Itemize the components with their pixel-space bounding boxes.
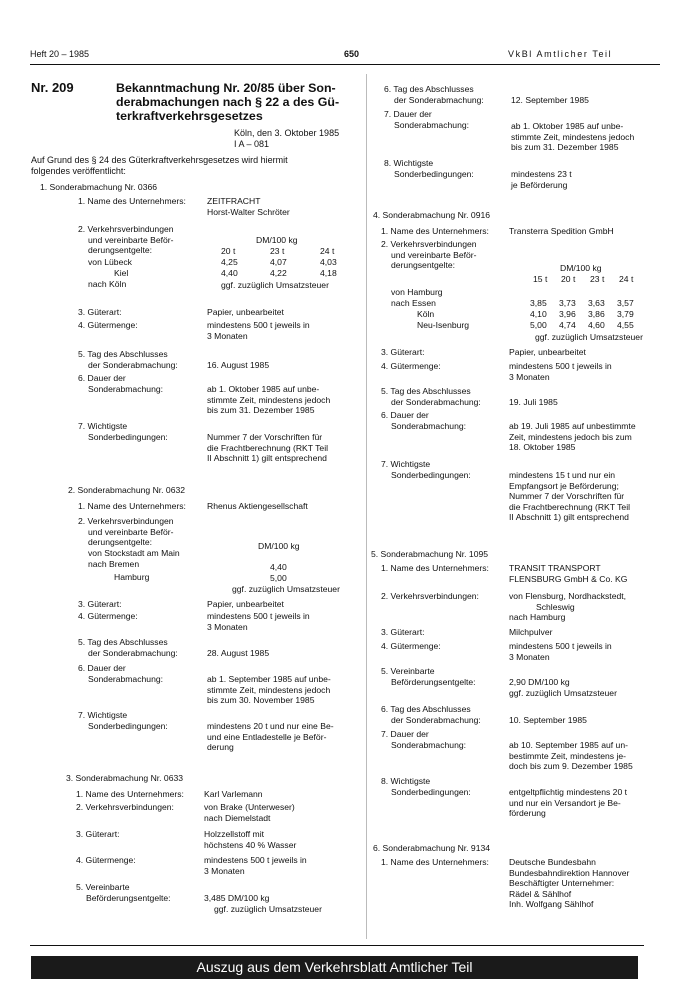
s4-label-4: 4. Gütermenge:	[381, 361, 441, 371]
s2-unit: DM/100 kg	[258, 541, 300, 551]
s1-label-6: 6. Dauer der Sonderabmachung:	[78, 373, 164, 394]
s4-tax: ggf. zuzüglich Umsatzsteuer	[535, 332, 643, 342]
s1-label-5: 5. Tag des Abschlusses der Sonderabmachung:	[78, 349, 178, 370]
s5-value-8: entgeltpflichtig mindestens 20 t und nur ein Versandort je Be- förderung	[509, 787, 627, 819]
s1-row-3-label: nach Köln	[88, 279, 127, 289]
s2-value-4: mindestens 500 t jeweils in 3 Monaten	[207, 611, 310, 632]
s4-value-6: ab 19. Juli 1985 auf unbestimmte Zeit, mindestens jedoch bis zum 18. Oktober 1985	[509, 421, 636, 453]
s2-label-5: 5. Tag des Abschlusses der Sonderabmachung:	[78, 637, 178, 658]
s1-label-3: 3. Güterart:	[78, 307, 122, 317]
s4-cell: 3,79	[617, 309, 634, 319]
section-5-heading: 5. Sonderabmachung Nr. 1095	[371, 549, 489, 559]
s3-value-3: Holzzellstoff mit höchstens 40 % Wasser	[204, 829, 297, 850]
section-2-heading: 2. Sonderabmachung Nr. 0632	[68, 485, 186, 495]
section-6-heading: 6. Sonderabmachung Nr. 9134	[373, 843, 491, 853]
s1-row-2-label: Kiel	[114, 268, 129, 278]
s5-value-1: TRANSIT TRANSPORT FLENSBURG GmbH & Co. KG	[509, 563, 628, 584]
s2-tax: ggf. zuzüglich Umsatzsteuer	[232, 584, 340, 594]
s1-cell: 4,40	[221, 268, 238, 278]
s3-label-5: 5. Vereinbarte Beförderungsentgelte:	[76, 882, 171, 903]
s5-value-7: ab 10. September 1985 auf un- bestimmte Zeit, mindestens je- doch bis zum 9. Dezember 1985	[509, 740, 633, 772]
s2-value-5: 28. August 1985	[207, 648, 270, 658]
s4-col-3: 23 t	[590, 274, 605, 284]
s1-cell: 4,03	[320, 257, 337, 267]
s4-label-1: 1. Name des Unternehmers:	[381, 226, 489, 236]
s3-value-8: mindestens 23 t je Beförderung	[511, 169, 572, 190]
s4-label-7: 7. Wichtigste Sonderbedingungen:	[381, 459, 471, 480]
s4-row-3-label: Neu-Isenburg	[417, 320, 470, 330]
s1-cell: 4,07	[270, 257, 287, 267]
s2-label-4: 4. Gütermenge:	[78, 611, 138, 621]
s1-value-3: Papier, unbearbeitet	[207, 307, 284, 317]
s2-label-6: 6. Dauer der Sonderabmachung:	[78, 663, 164, 684]
s4-label-6: 6. Dauer der Sonderabmachung:	[381, 410, 467, 431]
notice-title: Bekanntmachung Nr. 20/85 über Son- derabmachungen nach § 22 a des Gü- terkraftverkehrsgesetzes	[116, 81, 340, 123]
s5-label-2: 2. Verkehrsverbindungen:	[381, 591, 479, 601]
s6-value-1: Deutsche Bundesbahn Bundesbahndirektion Hannover Beschäftigter Unternehmer: Rädel & Sählhof Inh. Wolfgang Sählhof	[509, 857, 630, 910]
s1-col-3: 24 t	[320, 246, 335, 256]
s4-value-7: mindestens 15 t und nur ein Empfangsort je Beförderung; Nummer 7 der Vorschriften für die Frachtberechnung (RKT Teil II Abschnitt 1) gilt entsprechend	[509, 470, 631, 523]
s4-row-1-label: nach Essen	[391, 298, 436, 308]
s1-cell: 4,18	[320, 268, 337, 278]
place-date: Köln, den 3. Oktober 1985	[234, 128, 340, 138]
s3-label-6: 6. Tag des Abschlusses der Sonderabmachung:	[384, 84, 484, 105]
s4-col-4: 24 t	[619, 274, 634, 284]
s5-label-8: 8. Wichtigste Sonderbedingungen:	[381, 776, 471, 797]
s2-label-1: 1. Name des Unternehmers:	[78, 501, 186, 511]
s4-cell: 3,63	[588, 298, 605, 308]
header-issue: Heft 20 – 1985	[30, 49, 90, 59]
s2-value-7: mindestens 20 t und nur eine Be- und eine Entladestelle je Beför- derung	[207, 721, 334, 753]
section-1-heading: 1. Sonderabmachung Nr. 0366	[40, 182, 158, 192]
s1-cell: 4,22	[270, 268, 287, 278]
s2-price-1: 4,40	[270, 562, 287, 572]
s1-col-1: 20 t	[221, 246, 236, 256]
footer-banner: Auszug aus dem Verkehrsblatt Amtlicher Teil	[31, 956, 638, 979]
s1-tax: ggf. zuzüglich Umsatzsteuer	[221, 280, 329, 290]
s2-label-2: 2. Verkehrsverbindungen und vereinbarte Beför- derungsentgelte:	[78, 516, 174, 548]
s4-cell: 3,86	[588, 309, 605, 319]
s4-unit: DM/100 kg	[560, 263, 602, 273]
s1-value-7: Nummer 7 der Vorschriften für die Frachtberechnung (RKT Teil II Abschnitt 1) gilt entsprechend	[207, 432, 329, 464]
s2-label-3: 3. Güterart:	[78, 599, 122, 609]
s1-label-2: 2. Verkehrsverbindungen und vereinbarte Beför- derungsentgelte:	[78, 224, 174, 256]
s5-label-6: 6. Tag des Abschlusses der Sonderabmachung:	[381, 704, 481, 725]
s2-price-2: 5,00	[270, 573, 287, 583]
s4-cell: 4,10	[530, 309, 547, 319]
s3-label-2: 2. Verkehrsverbindungen:	[76, 802, 174, 812]
s3-label-3: 3. Güterart:	[76, 829, 120, 839]
s4-value-3: Papier, unbearbeitet	[509, 347, 586, 357]
s5-label-5: 5. Vereinbarte Beförderungsentgelte:	[381, 666, 476, 687]
s5-label-4: 4. Gütermenge:	[381, 641, 441, 651]
s2-label-7: 7. Wichtigste Sonderbedingungen:	[78, 710, 168, 731]
intro-text: Auf Grund des § 24 des Güterkraftverkehrsgesetzes wird hiermit folgendes veröffentlicht:	[31, 155, 288, 176]
s5-label-1: 1. Name des Unternehmers:	[381, 563, 489, 573]
s1-value-6: ab 1. Oktober 1985 auf unbe- stimmte Zeit, mindestens jedoch bis zum 31. Dezember 1985	[207, 384, 331, 416]
s5-value-6: 10. September 1985	[509, 715, 587, 725]
s4-cell: 4,74	[559, 320, 576, 330]
s3-value-5: 3,485 DM/100 kg ggf. zuzüglich Umsatzsteuer	[204, 893, 322, 914]
s2-value-1: Rhenus Aktiengesellschaft	[207, 501, 308, 511]
s2-value-3: Papier, unbearbeitet	[207, 599, 284, 609]
s1-col-2: 23 t	[270, 246, 285, 256]
s4-col-1: 15 t	[533, 274, 548, 284]
s5-label-3: 3. Güterart:	[381, 627, 425, 637]
section-3-heading: 3. Sonderabmachung Nr. 0633	[66, 773, 184, 783]
s3-label-7: 7. Dauer der Sonderabmachung:	[384, 109, 470, 130]
s4-cell: 4,55	[617, 320, 634, 330]
s4-value-4: mindestens 500 t jeweils in 3 Monaten	[509, 361, 612, 382]
s3-label-4: 4. Gütermenge:	[76, 855, 136, 865]
s1-unit: DM/100 kg	[256, 235, 298, 245]
s5-value-3: Milchpulver	[509, 627, 553, 637]
s5-value-4: mindestens 500 t jeweils in 3 Monaten	[509, 641, 612, 662]
s6-label-1: 1. Name des Unternehmers:	[381, 857, 489, 867]
reference: I A – 081	[234, 139, 270, 149]
notice-number: Nr. 209	[31, 80, 74, 95]
s4-cell: 4,60	[588, 320, 605, 330]
s4-label-5: 5. Tag des Abschlusses der Sonderabmachung:	[381, 386, 481, 407]
s4-cell: 3,85	[530, 298, 547, 308]
header-rule	[30, 64, 660, 65]
s1-value-5: 16. August 1985	[207, 360, 270, 370]
page-number: 650	[344, 49, 360, 59]
s4-label-2: 2. Verkehrsverbindungen und vereinbarte Beför- derungsentgelte:	[381, 239, 477, 271]
s5-value-5: 2,90 DM/100 kg ggf. zuzüglich Umsatzsteuer	[509, 677, 617, 698]
s2-route-from: von Stockstadt am Main	[88, 548, 180, 558]
s2-route-to-2: Hamburg	[114, 572, 150, 582]
s1-cell: 4,25	[221, 257, 238, 267]
s4-cell: 3,96	[559, 309, 576, 319]
s3-value-1: Karl Varlemann	[204, 789, 263, 799]
s4-value-1: Transterra Spedition GmbH	[509, 226, 614, 236]
s1-value-1: ZEITFRACHT Horst-Walter Schröter	[207, 196, 290, 217]
s1-label-4: 4. Gütermenge:	[78, 320, 138, 330]
s3-value-2: von Brake (Unterweser) nach Diemelstadt	[204, 802, 295, 823]
s1-label-7: 7. Wichtigste Sonderbedingungen:	[78, 421, 168, 442]
s3-value-4: mindestens 500 t jeweils in 3 Monaten	[204, 855, 307, 876]
s4-row-2-label: Köln	[417, 309, 435, 319]
s4-cell: 5,00	[530, 320, 547, 330]
s4-cell: 3,57	[617, 298, 634, 308]
footer-rule	[30, 945, 644, 946]
s1-value-4: mindestens 500 t jeweils in 3 Monaten	[207, 320, 310, 341]
s3-label-8: 8. Wichtigste Sonderbedingungen:	[384, 158, 474, 179]
s4-col-2: 20 t	[561, 274, 576, 284]
s5-value-2: von Flensburg, Nordhackstedt, Schleswig nach Hamburg	[509, 591, 627, 623]
s3-value-7: ab 1. Oktober 1985 auf unbe- stimmte Zeit, mindestens jedoch bis zum 31. Dezember 1985	[511, 121, 635, 153]
s1-label-1: 1. Name des Unternehmers:	[78, 196, 186, 206]
s4-label-3: 3. Güterart:	[381, 347, 425, 357]
section-4-heading: 4. Sonderabmachung Nr. 0916	[373, 210, 491, 220]
s2-value-6: ab 1. September 1985 auf unbe- stimmte Zeit, mindestens jedoch bis zum 30. November 1985	[207, 674, 331, 706]
s3-value-6: 12. September 1985	[511, 95, 589, 105]
s4-value-5: 19. Juli 1985	[509, 397, 558, 407]
s5-label-7: 7. Dauer der Sonderabmachung:	[381, 729, 467, 750]
s3-label-1: 1. Name des Unternehmers:	[76, 789, 184, 799]
s4-cell: 3,73	[559, 298, 576, 308]
s4-route-from: von Hamburg	[391, 287, 443, 297]
header-section: VkBl Amtlicher Teil	[508, 49, 613, 59]
s1-row-1-label: von Lübeck	[88, 257, 132, 267]
column-divider	[366, 74, 367, 939]
s2-route-to: nach Bremen	[88, 559, 140, 569]
